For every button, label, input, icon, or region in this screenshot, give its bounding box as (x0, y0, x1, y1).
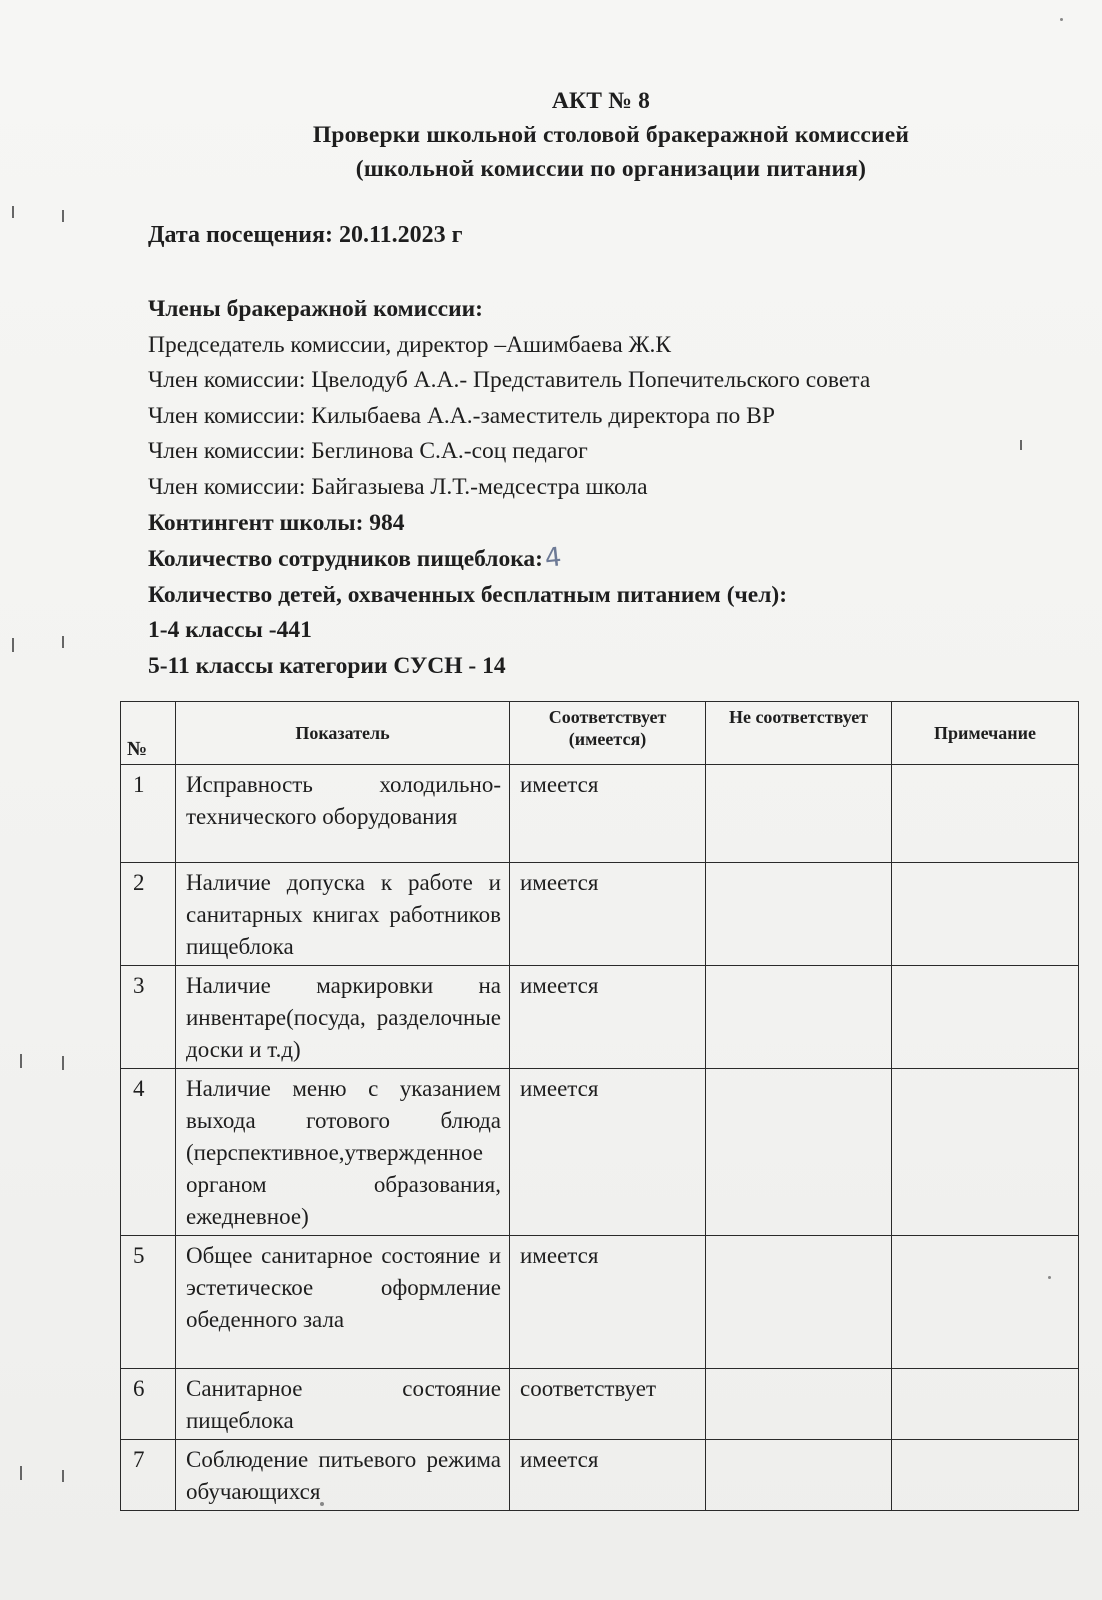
school-contingent: Контингент школы: 984 (148, 509, 405, 536)
scan-mark (20, 1054, 22, 1068)
row-note (892, 765, 1079, 863)
handwritten-staff-number: 4 (543, 542, 564, 574)
row-not-complies (706, 765, 892, 863)
free-meals-grades-5-11: 5-11 классы категории СУСН - 14 (148, 652, 506, 679)
free-meals-grades-1-4: 1-4 классы -441 (148, 617, 312, 644)
commission-member: Член комиссии: Цвелодуб А.А.- Представитель Попечительского совета (148, 367, 871, 394)
row-indicator: Наличие маркировки на инвентаре(посуда, разделочные доски и т.д) (176, 966, 510, 1069)
kitchen-staff-label: Количество сотрудников пищеблока: (148, 546, 544, 573)
free-meals-heading: Количество детей, охваченных бесплатным питанием (чел): (148, 581, 788, 608)
document-header (0, 84, 1102, 186)
visit-date: Дата посещения: 20.11.2023 г (148, 222, 463, 248)
row-indicator: Соблюдение питьевого режима обучающихся (176, 1440, 510, 1511)
row-number: 5 (121, 1236, 176, 1369)
row-number: 1 (121, 765, 176, 863)
row-number: 6 (121, 1369, 176, 1440)
scan-speck (1060, 18, 1063, 21)
row-indicator: Наличие допуска к работе и санитарных книгах работников пищеблока (176, 863, 510, 966)
table-row (121, 863, 1079, 966)
table-row (121, 1236, 1079, 1369)
row-complies: имеется (510, 863, 706, 966)
table-row (121, 1369, 1079, 1440)
column-header-complies: Соответствует (имеется) (510, 702, 706, 765)
row-not-complies (706, 966, 892, 1069)
commission-member: Член комиссии: Беглинова С.А.-соц педагог (148, 438, 588, 465)
row-note (892, 1236, 1079, 1369)
row-number: 7 (121, 1440, 176, 1511)
row-complies: имеется (510, 1236, 706, 1369)
scan-speck (320, 1502, 324, 1506)
row-not-complies (706, 863, 892, 966)
inspection-table (120, 701, 1079, 1511)
row-not-complies (706, 1440, 892, 1511)
row-complies: имеется (510, 765, 706, 863)
scan-mark (62, 1056, 64, 1070)
table-header-row (121, 702, 1079, 765)
commission-section (148, 292, 870, 685)
commission-member: Член комиссии: Килыбаева А.А.-заместитель директора по ВР (148, 402, 775, 429)
row-number: 4 (121, 1069, 176, 1236)
act-subtitle: Проверки школьной столовой бракеражной комиссией (312, 122, 910, 148)
act-number: АКТ № 8 (551, 88, 651, 114)
row-not-complies (706, 1069, 892, 1236)
row-indicator: Общее санитарное состояние и эстетическое оформление обеденного зала (176, 1236, 510, 1369)
row-note (892, 966, 1079, 1069)
table-row (121, 1440, 1079, 1511)
column-header-note: Примечание (892, 702, 1079, 765)
scan-mark (62, 1470, 64, 1482)
kitchen-staff-count (148, 541, 870, 578)
column-header-indicator: Показатель (176, 702, 510, 765)
row-complies: имеется (510, 1069, 706, 1236)
table-row (121, 765, 1079, 863)
scan-mark (12, 638, 14, 652)
row-not-complies (706, 1236, 892, 1369)
row-number: 2 (121, 863, 176, 966)
commission-member: Член комиссии: Байгазыева Л.Т.-медсестра школа (148, 473, 648, 500)
row-indicator: Санитарное состояние пищеблока (176, 1369, 510, 1440)
commission-member: Председатель комиссии, директор –Ашимбаева Ж.К (148, 331, 672, 358)
row-indicator: Наличие меню с указанием выхода готового блюда (перспективное,утвержденное органом образования, ежедневное) (176, 1069, 510, 1236)
row-not-complies (706, 1369, 892, 1440)
scan-mark (12, 206, 14, 218)
row-note (892, 863, 1079, 966)
row-indicator: Исправность холодильно-технического оборудования (176, 765, 510, 863)
row-note (892, 1069, 1079, 1236)
row-complies: имеется (510, 1440, 706, 1511)
scan-speck (1048, 1276, 1051, 1279)
column-header-number: № (121, 702, 176, 765)
table-row (121, 966, 1079, 1069)
scan-mark (62, 210, 64, 222)
row-complies: соответствует (510, 1369, 706, 1440)
row-complies: имеется (510, 966, 706, 1069)
scan-mark (20, 1466, 22, 1480)
row-note (892, 1369, 1079, 1440)
column-header-not-complies: Не соответствует (706, 702, 892, 765)
table-row (121, 1069, 1079, 1236)
row-note (892, 1440, 1079, 1511)
row-number: 3 (121, 966, 176, 1069)
commission-heading: Члены бракеражной комиссии: (148, 296, 483, 322)
scan-mark (1020, 440, 1022, 450)
act-subtitle-parenthetical: (школьной комиссии по организации питания) (355, 156, 867, 182)
scan-mark (62, 636, 64, 648)
